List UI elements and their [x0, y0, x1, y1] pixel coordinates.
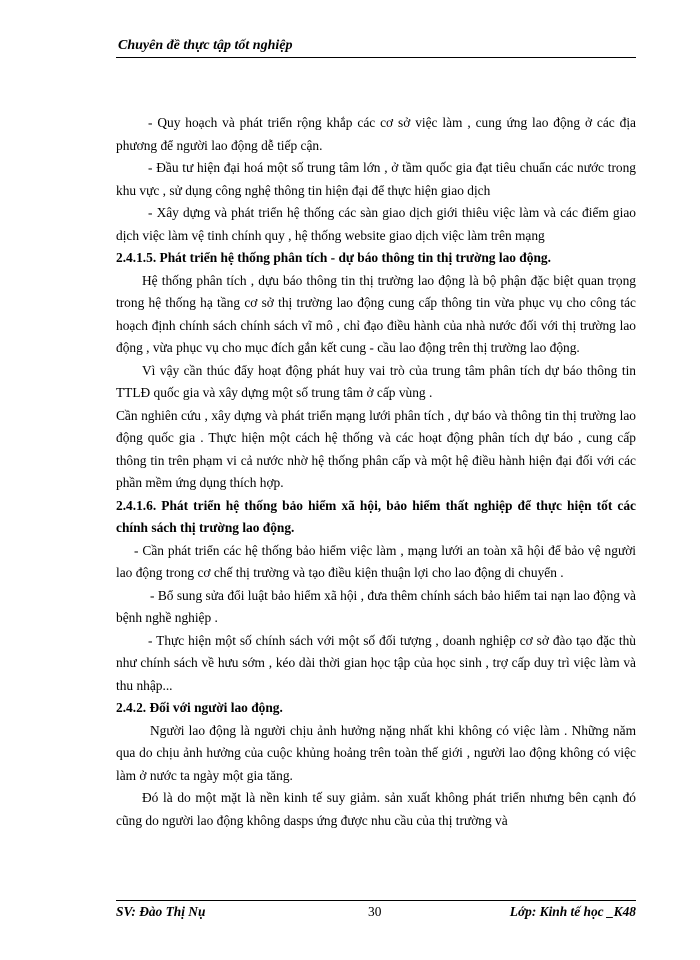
- paragraph-thuc-hien: - Thực hiện một số chính sách với một số đối tượng , doanh nghiệp cơ sở đào tạo đặc thù như chính sách về hưu sớm , kéo dài thời gian học tập của học sinh , trợ cấp duy trì việc làm và thu nhập...: [116, 632, 636, 693]
- page-footer: [116, 904, 636, 924]
- paragraph-he-thong-phan-tich: Hệ thống phân tích , dựu báo thông tin thị trường lao động là bộ phận đặc biệt quan trọng trong hệ thống hạ tầng cơ sở thị trường lao động cung cấp thông tin vừa phục vụ cho công tác hoạch định chính sách chính sách vĩ mô , chỉ đạo điều hành của nhà nước đối với thị trường lao động , vừa phục vụ cho mục đích gắn kết cung - cầu lao động trên thị trường lao động.: [116, 272, 636, 355]
- document-body: [116, 112, 636, 832]
- paragraph-dau-tu: - Đầu tư hiện đại hoá một số trung tâm lớn , ở tầm quốc gia đạt tiêu chuẩn các nước trong khu vực , sử dụng công nghệ thông tin hiện đại để thực hiện giao dịch: [116, 160, 636, 198]
- paragraph-xay-dung: - Xây dựng và phát triển hệ thống các sàn giao dịch giới thiêu việc làm và các điểm giao dịch việc làm vệ tinh chính quy , hệ thống website giao dịch việc làm trên mạng: [116, 205, 636, 243]
- paragraph-vi-vay: Vì vậy cần thúc đẩy hoạt động phát huy vai trò của trung tâm phân tích dự báo thông tin TTLĐ quốc gia và xây dựng một số trung tâm ở cấp vùng .: [116, 362, 636, 400]
- paragraph-do-la-do: Đó là do một mặt là nền kinh tế suy giảm. sản xuất không phát triển nhưng bên cạnh đó cũng do người lao động không dasps ứng được nhu cầu của thị trường và: [116, 790, 636, 828]
- paragraph-can-phat-trien: - Cần phát triển các hệ thống bảo hiểm việc làm , mạng lưới an toàn xã hội để bảo vệ người lao động trong cơ chế thị trường và tạo điều kiện thuận lợi cho lao động di chuyển .: [116, 542, 636, 580]
- section-heading-2-4-1-6: 2.4.1.6. Phát triển hệ thống bảo hiểm xã hội, bảo hiểm thất nghiệp để thực hiện tốt các chính sách thị trường lao động.: [116, 497, 636, 535]
- paragraph-can-nghien-cuu: Cần nghiên cứu , xây dựng và phát triển mạng lưới phân tích , dự báo và thông tin thị trường lao động quốc gia . Thực hiện một cách hệ thống và các hoạt động phân tích dự báo , cung cấp thông tin trên phạm vi cả nước nhờ hệ thống phân cấp và một hệ điều hành hiện đại đối với các phần mềm ứng dụng thích hợp.: [116, 407, 636, 490]
- page-number: 30: [368, 904, 382, 919]
- paragraph-nguoi-lao-dong: Người lao động là người chịu ảnh hưởng nặng nhất khi không có việc làm . Những năm qua do chịu ảnh hưởng của cuộc khủng hoảng trên toàn thế giới , người lao động không có việc làm ở nước ta ngày một gia tăng.: [116, 722, 636, 783]
- section-heading-2-4-1-5: 2.4.1.5. Phát triển hệ thống phân tích - dự báo thông tin thị trường lao động.: [116, 250, 551, 265]
- page-header-title: Chuyên đề thực tập tốt nghiệp: [118, 38, 293, 53]
- header-divider: [116, 57, 636, 58]
- footer-divider: [116, 900, 636, 901]
- section-heading-2-4-2: 2.4.2. Đối với người lao động.: [116, 700, 283, 715]
- paragraph-bo-sung: - Bổ sung sửa đổi luật bảo hiểm xã hội , đưa thêm chính sách bảo hiểm tai nạn lao động và bệnh nghề nghiệp .: [116, 587, 636, 625]
- footer-student-name: SV: Đào Thị Nụ: [116, 904, 206, 919]
- paragraph-quy-hoach: - Quy hoạch và phát triển rộng khắp các cơ sở việc làm , cung ứng lao động ở các địa phương để người lao động dễ tiếp cận.: [116, 115, 636, 153]
- footer-class-name: Lớp: Kinh tế học _K48: [509, 904, 636, 919]
